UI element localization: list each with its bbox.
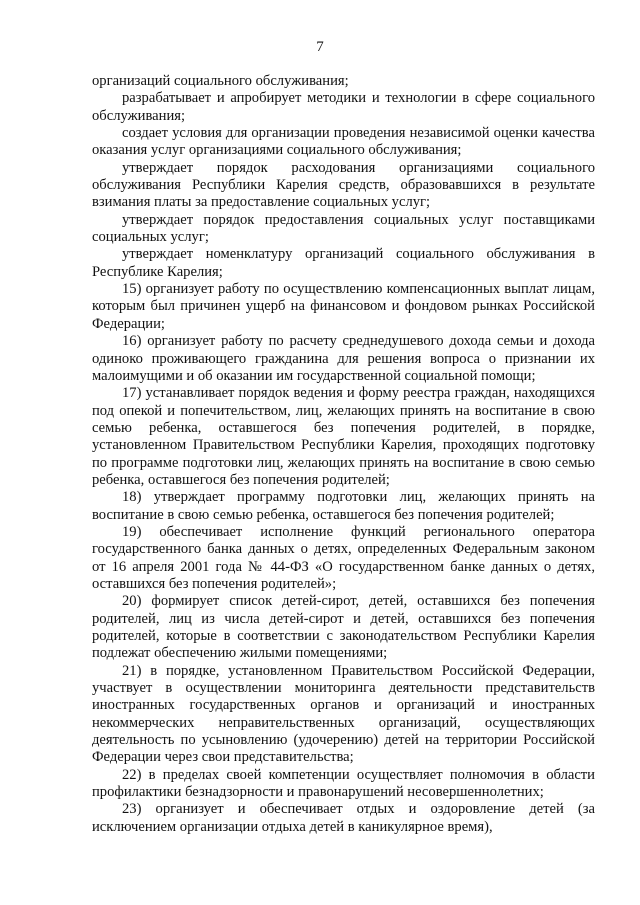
paragraph: создает условия для организации проведения независимой оценки качества оказания услуг организациями социального обслуживания;	[92, 125, 595, 159]
paragraph: 20) формирует список детей-сирот, детей, оставшихся без попечения родителей, лиц из числа детей-сирот и детей, оставшихся без попечения родителей, которые в соответствии с законодательством Республики Карелия подлежат обеспечению жилыми помещениями;	[92, 593, 595, 662]
page-number: 7	[316, 39, 324, 55]
paragraph: 17) устанавливает порядок ведения и форму реестра граждан, находящихся под опекой и попечительством, лиц, желающих принять на воспитание в свою семью ребенка, оставшегося без попечения родителей, в порядке, установленном Правительством Республики Карелия, проходящих подготовку по программе подготовки лиц, желающих принять на воспитание в свою семью ребенка, оставшегося без попечения родителей;	[92, 385, 595, 488]
paragraph: 16) организует работу по расчету среднедушевого дохода семьи и дохода одиноко проживающего гражданина для решения вопроса о признании их малоимущими и об оказании им государственной социальной помощи;	[92, 333, 595, 384]
paragraph: 18) утверждает программу подготовки лиц, желающих принять на воспитание в свою семью ребенка, оставшегося без попечения родителей;	[92, 489, 595, 523]
paragraph: утверждает порядок расходования организациями социального обслуживания Республики Карелия средств, образовавшихся в результате взимания платы за предоставление социальных услуг;	[92, 159, 595, 211]
paragraph: утверждает порядок предоставления социальных услуг поставщиками социальных услуг;	[92, 211, 595, 246]
paragraph: 23) организует и обеспечивает отдых и оздоровление детей (за исключением организации отдыха детей в каникулярное время),	[92, 801, 595, 835]
paragraph: 19) обеспечивает исполнение функций регионального оператора государственного банка данных о детях, определенных Федеральным законом от 16 апреля 2001 года № 44-ФЗ «О государственном банке данных о детях, оставшихся без попечения родителей»;	[92, 523, 595, 592]
paragraph: 15) организует работу по осуществлению компенсационных выплат лицам, которым был причинен ущерб на финансовом и фондовом рынках Российской Федерации;	[92, 281, 595, 332]
document-body	[92, 73, 595, 836]
paragraph: организаций социального обслуживания;	[92, 73, 349, 89]
paragraph: разрабатывает и апробирует методики и технологии в сфере социального обслуживания;	[92, 90, 595, 124]
paragraph: утверждает номенклатуру организаций социального обслуживания в Республике Карелия;	[92, 246, 595, 280]
paragraph: 22) в пределах своей компетенции осуществляет полномочия в области профилактики безнадзорности и правонарушений несовершеннолетних;	[92, 766, 595, 801]
paragraph: 21) в порядке, установленном Правительством Российской Федерации, участвует в осуществлении мониторинга деятельности представительств иностранных государственных органов и организаций и иностранных некоммерческих неправительственных организаций, осуществляющих деятельность по усыновлению (удочерению) детей на территории Российской Федерации через свои представительства;	[92, 662, 595, 766]
